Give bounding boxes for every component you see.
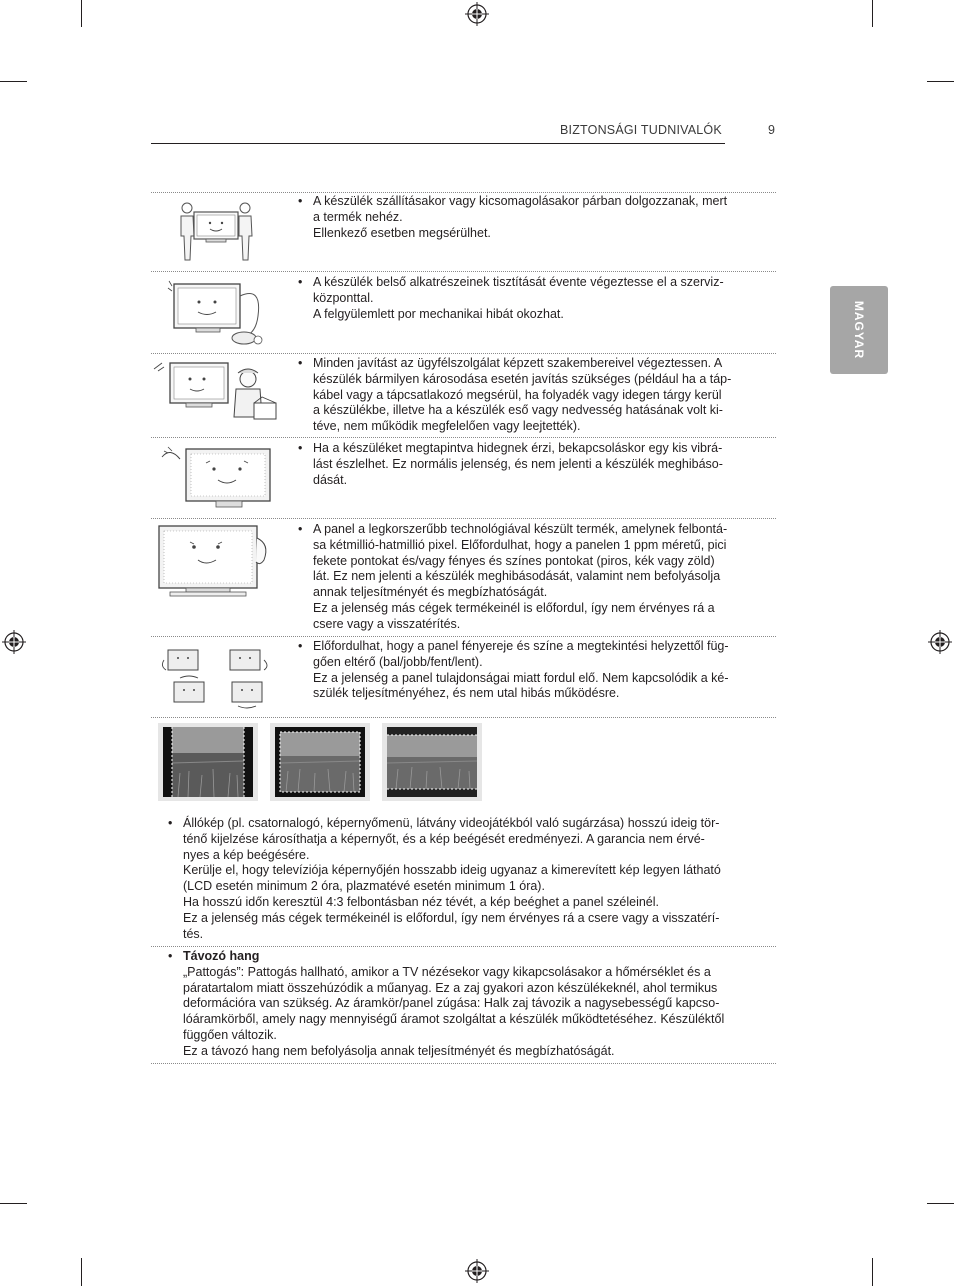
item-2-text	[313, 275, 773, 322]
text-line: annak teljesítményét és megbízhatóságát.	[313, 585, 548, 600]
row-divider	[151, 192, 776, 193]
text-line: függően változik.	[183, 1027, 277, 1042]
item-1-text	[313, 194, 773, 241]
crop-mark	[0, 81, 27, 82]
tv-repairman-illustration	[150, 357, 280, 435]
item-4-text	[313, 441, 773, 488]
text-line: sa kétmillió-hatmillió pixel. Előfordulhat, hogy a panelen 1 ppm méretű, pici	[313, 537, 727, 552]
text-line: gően eltérő (bal/jobb/fent/lent).	[313, 654, 483, 669]
text-line: páratartalom miatt összehúzódik a műanyag. Ez a zaj gyakori azon készülékeknél, ahol termikus	[183, 980, 718, 995]
bullet: •	[298, 522, 303, 536]
registration-mark-icon	[465, 1259, 489, 1283]
text-line: a készülékbe, illetve ha a készülék eső vagy nedvesség hatásának volt ki-	[313, 403, 723, 418]
text-line: lát. Ez nem jelenti a készülék meghibásodását, valamint nem befolyásolja	[313, 569, 721, 584]
text-line: dását.	[313, 472, 348, 487]
text-line: lóáramkörből, amely nagy mennyiségű áramot szolgáltat a készülék működtetéséhez. Készüléktől	[183, 1012, 725, 1027]
bullet: •	[298, 356, 303, 370]
text-line: Ez a jelenség más cégek termékeinél is előfordul, így nem érvényes rá a csere vagy a visszatérí-	[183, 910, 720, 925]
item-6-text	[313, 639, 773, 702]
text-line: Ez a jelenség a panel tulajdonságai miatt fordul elő. Nem kapcsolódik a ké-	[313, 670, 729, 685]
text-line: lást észlelhet. Ez normális jelenség, és nem jelenti a készülék meghibáso-	[313, 456, 723, 471]
row-divider	[151, 717, 776, 718]
row-divider	[151, 353, 776, 354]
registration-mark-icon	[2, 630, 26, 654]
crop-mark	[872, 0, 873, 27]
bullet: •	[168, 949, 173, 963]
text-line: Ha a készüléket megtapintva hidegnek érzi, bekapcsoláskor egy kis vibrá-	[313, 441, 723, 455]
text-line: kábel vagy a tápcsatlakozó megsérül, ha folyadék vagy idegen tárgy kerül	[313, 387, 722, 402]
bullet: •	[168, 816, 173, 830]
text-line: Előfordulhat, hogy a panel fényereje és színe a megtekintési helyzettől füg-	[313, 639, 729, 653]
image-retention-text	[183, 816, 773, 942]
crop-mark	[81, 0, 82, 27]
two-people-carrying-tv-illustration	[176, 198, 256, 264]
header-rule	[151, 143, 725, 144]
text-line: nyes a kép beégésére.	[183, 847, 310, 862]
row-divider	[151, 271, 776, 272]
crop-mark	[927, 1203, 954, 1204]
text-line: Ez a távozó hang nem befolyásolja annak teljesítményét és megbízhatóságát.	[183, 1043, 615, 1058]
pixel-panel-tv-illustration	[156, 522, 276, 602]
row-divider	[151, 946, 776, 947]
row-divider	[151, 518, 776, 519]
text-line: Ellenkező esetben megsérülhet.	[313, 225, 491, 240]
text-line: a termék nehéz.	[313, 209, 403, 224]
registration-mark-icon	[928, 630, 952, 654]
burn-in-sample-image-1	[158, 723, 258, 801]
text-line: A panel a legkorszerűbb technológiával készült termék, amelynek felbontá-	[313, 522, 728, 536]
burn-in-sample-image-2	[270, 723, 370, 801]
text-line: ténő kijelzése károsíthatja a képernyőt, és a kép beégését eredményezi. A garancia nem érvé-	[183, 831, 705, 846]
cold-tv-illustration	[158, 443, 274, 515]
text-line: tés.	[183, 926, 204, 941]
burn-in-sample-image-3	[382, 723, 482, 801]
text-line: Ha hosszú időn keresztül 4:3 felbontásban néz tévét, a kép beéghet a panel széleinél.	[183, 894, 660, 909]
row-divider	[151, 437, 776, 438]
item-5-text	[313, 522, 773, 633]
text-line: szülék teljesítményéhez, és nem utal hibás működésre.	[313, 686, 620, 701]
noise-text	[183, 949, 773, 1060]
bullet: •	[298, 441, 303, 455]
noise-heading	[183, 949, 773, 965]
text-line: Állókép (pl. csatornalogó, képernyőmenü, látvány videojátékból való sugárzása) hosszú ideig tör-	[183, 816, 720, 830]
bullet: •	[298, 275, 303, 289]
item-3-text	[313, 356, 773, 435]
text-line: (LCD esetén minimum 2 óra, plazmatévé esetén minimum 1 óra).	[183, 879, 545, 894]
text-line: téve, nem működik megfelelően vagy leejtették).	[313, 419, 581, 434]
text-line: csere vagy a visszatérítés.	[313, 616, 461, 631]
page-number: 9	[768, 123, 775, 137]
crop-mark	[81, 1258, 82, 1286]
language-tab	[830, 286, 888, 374]
registration-mark-icon	[465, 2, 489, 26]
text-line: fekete pontokat és/vagy fényes és színes pontokat (piros, kék vagy zöld)	[313, 553, 715, 568]
text-line: A készülék szállításakor vagy kicsomagolásakor párban dolgozzanak, mert	[313, 194, 728, 208]
viewing-angle-tvs-illustration	[160, 644, 272, 710]
text-line: központtal.	[313, 290, 374, 305]
text-line: „Pattogás”: Pattogás hallható, amikor a TV nézésekor vagy kikapcsolásakor a hőmérséklet és a	[183, 964, 711, 979]
text-line: A készülék belső alkatrészeinek tisztítását évente végeztesse el a szerviz-	[313, 275, 724, 289]
noise-heading-label: Távozó hang	[183, 949, 260, 963]
section-title: BIZTONSÁGI TUDNIVALÓK	[560, 123, 722, 137]
text-line: A felgyülemlett por mechanikai hibát okozhat.	[313, 306, 564, 321]
crop-mark	[872, 1258, 873, 1286]
text-line: Ez a jelenség más cégek termékeinél is előfordul, így nem érvényes rá a	[313, 600, 715, 615]
text-line: Minden javítást az ügyfélszolgálat képzett szakembereivel végeztessen. A	[313, 356, 723, 370]
tv-cleaning-illustration	[166, 276, 270, 348]
bullet: •	[298, 194, 303, 208]
row-divider	[151, 636, 776, 637]
row-divider	[151, 1063, 776, 1064]
text-line: deformációra van szükség. Az áramkör/panel zúgása: Halk zaj távozik a nagysebességű kapcso-	[183, 996, 720, 1011]
text-line: Kerülje el, hogy televíziója képernyőjén hosszabb ideig ugyanaz a kimerevített kép legyen látható	[183, 863, 721, 878]
bullet: •	[298, 639, 303, 653]
crop-mark	[927, 81, 954, 82]
crop-mark	[0, 1203, 27, 1204]
text-line: készülék bármilyen károsodása esetén javítás szükséges (például ha a táp-	[313, 371, 732, 386]
language-tab-label: MAGYAR	[852, 300, 866, 360]
